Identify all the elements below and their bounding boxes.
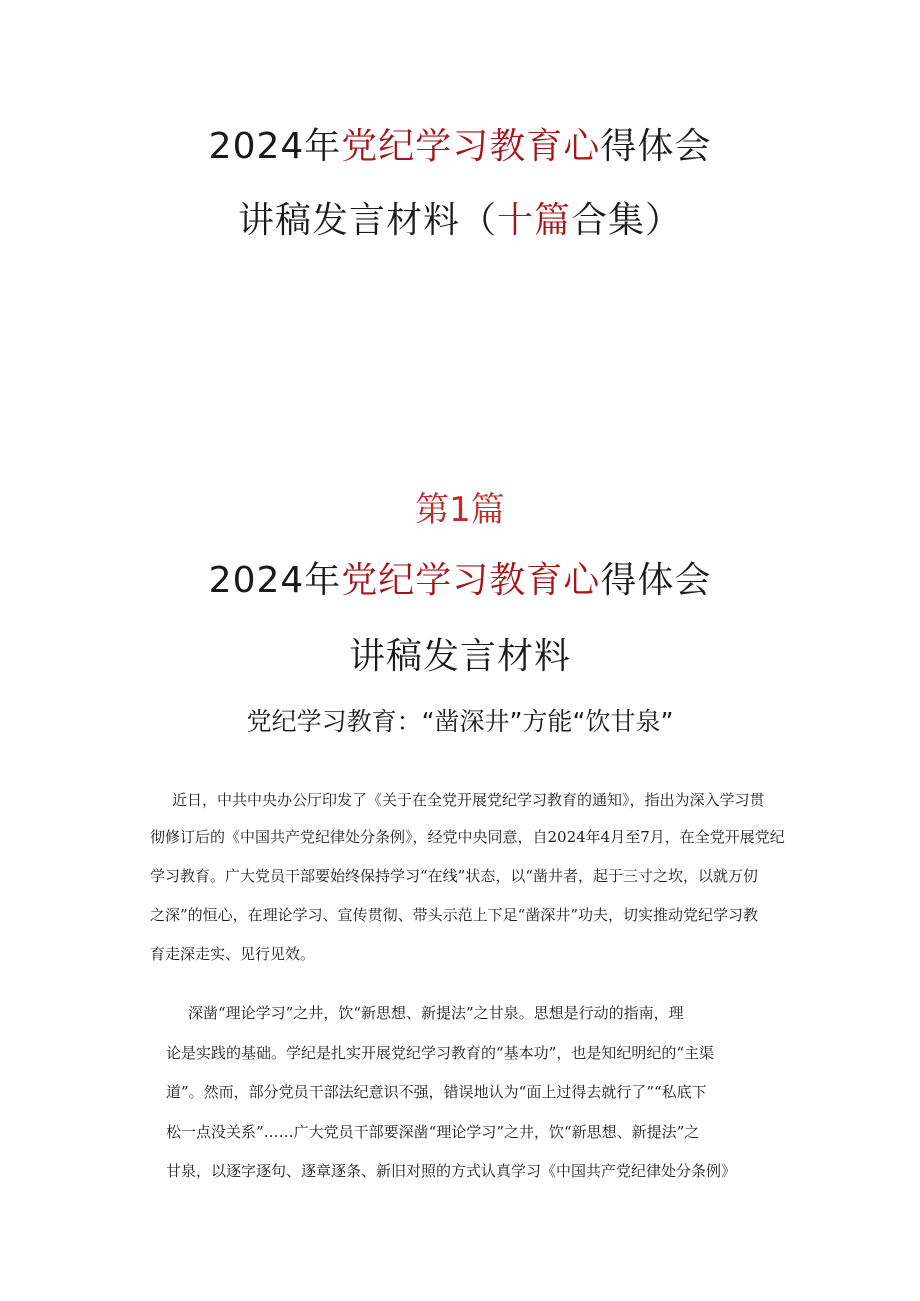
paragraph-2-line: 道”。然而，部分党员干部法纪意识不强，错误地认为“面上过得去就行了”“私底下 <box>166 1083 707 1101</box>
chapter-subtitle: 党纪学习教育：“凿深井”方能“饮甘泉” <box>246 707 674 736</box>
paragraph-2-line: 甘泉，以逐字逐句、逐章逐条、新旧对照的方式认真学习《中国共产党纪律处分条例》 <box>166 1162 737 1180</box>
paragraph-2-line: 松一点没关系”……广大党员干部要深凿“理论学习”之井，饮“新思想、新提法”之 <box>166 1123 700 1141</box>
paragraph-1-line: 育走深走实、见行见效。 <box>150 945 316 963</box>
cover-subtitle-main: 讲稿发言材料（ <box>237 200 497 241</box>
chapter-title-highlight: 党纪学习教育心 <box>341 560 601 601</box>
paragraph-1-line: 学习教育。广大党员干部要始终保持学习“在线”状态，以“凿井者，起于三寸之坎，以就万仞 <box>150 867 759 885</box>
chapter-title-suffix: 得体会 <box>600 560 712 601</box>
cover-title-highlight: 党纪学习教育心 <box>341 126 601 167</box>
cover-title-suffix: 得体会 <box>600 126 712 167</box>
cover-title-line-1 <box>0 118 920 169</box>
cover-subtitle-suffix: 合集） <box>571 200 683 241</box>
cover-title-line-2 <box>0 192 920 243</box>
paragraph-2-line: 深凿“理论学习”之井，饮“新思想、新提法”之甘泉。思想是行动的指南，理 <box>188 1004 684 1022</box>
chapter-title-line-2: 讲稿发言材料 <box>348 636 571 677</box>
paragraph-1-line: 之深”的恒心，在理论学习、宣传贯彻、带头示范上下足“凿深井”功夫，切实推动党纪学习教 <box>150 906 759 924</box>
paragraph-2-line: 论是实践的基础。学纪是扎实开展党纪学习教育的“基本功”，也是知纪明纪的“主渠 <box>166 1044 715 1062</box>
cover-subtitle-highlight: 十篇 <box>496 200 571 241</box>
paragraph-1-line: 彻修订后的《中国共产党纪律处分条例》，经党中央同意，自2024年4月至7月，在全党开展党纪 <box>150 828 785 846</box>
chapter-label: 第1篇 <box>415 490 505 530</box>
chapter-title-line-1 <box>0 552 920 603</box>
cover-title-year: 2024年 <box>208 126 342 167</box>
chapter-title-year: 2024年 <box>208 560 342 601</box>
paragraph-1-line: 近日，中共中央办公厅印发了《关于在全党开展党纪学习教育的通知》，指出为深入学习贯 <box>172 791 765 809</box>
